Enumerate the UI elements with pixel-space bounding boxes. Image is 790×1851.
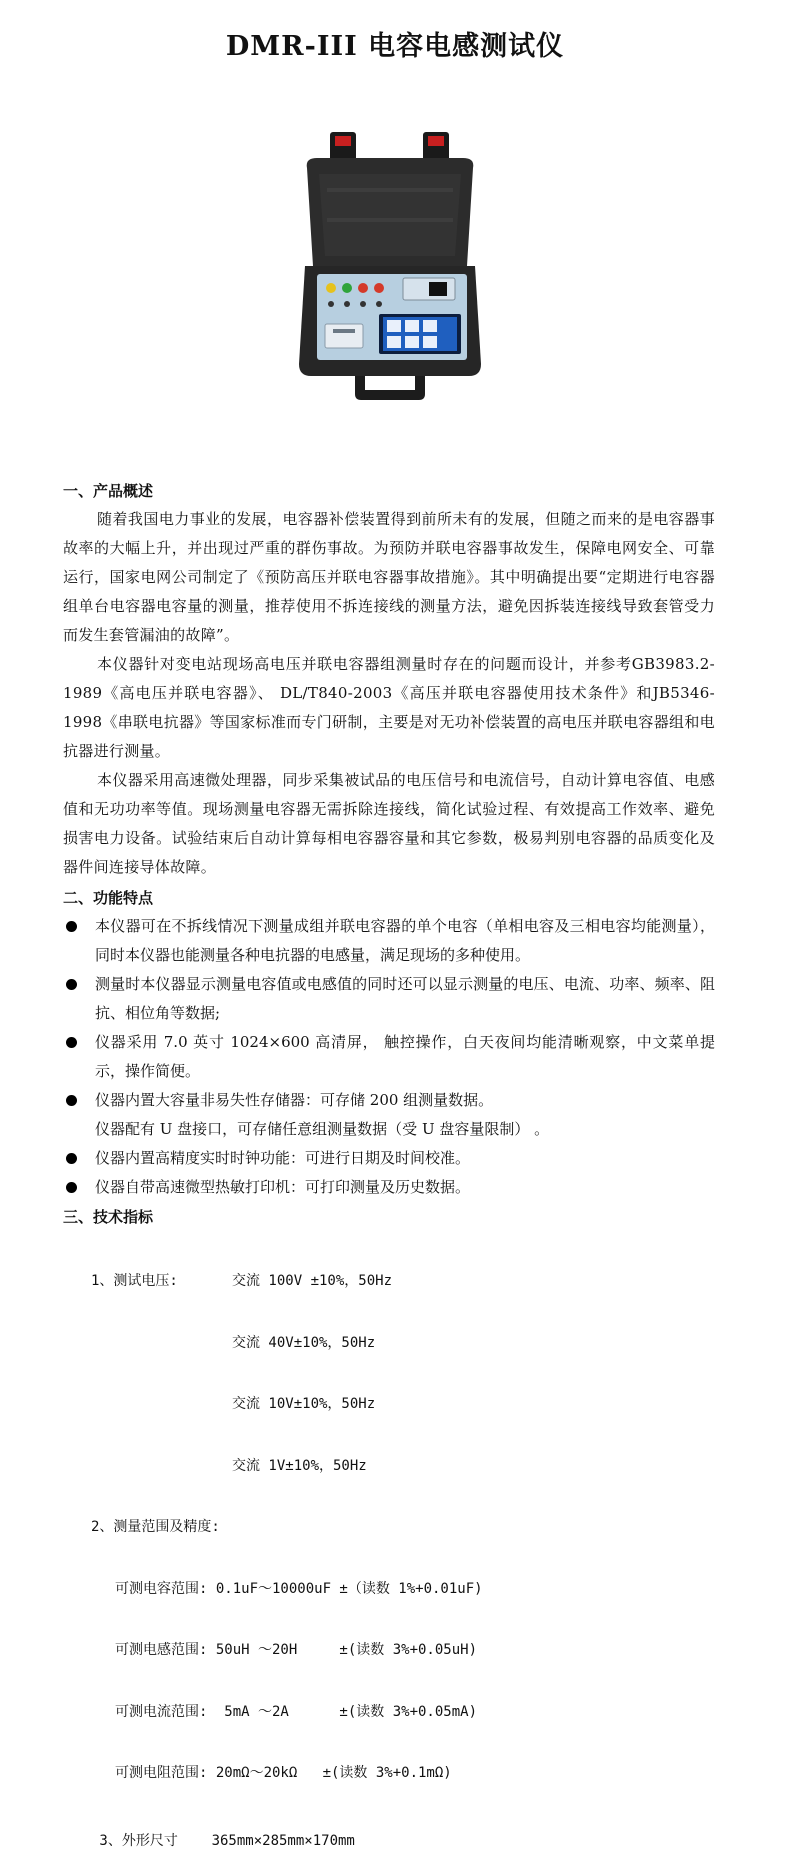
product-photo <box>295 128 485 408</box>
spec-value: 交流 40V±10%，50Hz <box>232 1333 375 1354</box>
document-body <box>63 478 715 1851</box>
overview-paragraph: 本仪器采用高速微处理器，同步采集被试品的电压信号和电流信号，自动计算电容值、电感值和无功功率等值。现场测量电容器无需拆除连接线，简化试验过程、有效提高工作效率、避免损害电力设备。试验结束后自动计算每相电容器容量和其它参数，极易判别电容器的品质变化及器件间连接导体故障。 <box>63 766 715 882</box>
feature-item: 测量时本仪器显示测量电容值或电感值的同时还可以显示测量的电压、电流、功率、频率、阻抗、相位角等数据; <box>63 970 715 1028</box>
spec-range-row: 可测电感范围: 50uH ～20H ±(读数 3%+0.05uH) <box>115 1640 715 1661</box>
overview-paragraph: 随着我国电力事业的发展，电容器补偿装置得到前所未有的发展，但随之而来的是电容器事故率的大幅上升，并出现过严重的群伤事故。为预防并联电容器事故发生，保障电网安全、可靠运行，国家电网公司制定了《预防高压并联电容器事故措施》。其中明确提出要“定期进行电容器组单台电容器电容量的测量，推荐使用不拆连接线的测量方法，避免因拆装连接线导致套管受力而发生套管漏油的故障”。 <box>63 505 715 650</box>
spec-value: 交流 100V ±10%，50Hz <box>232 1271 392 1292</box>
bullet-icon <box>66 921 77 932</box>
spec-value: 交流 10V±10%，50Hz <box>232 1394 375 1415</box>
feature-item: 仪器采用 7.0 英寸 1024×600 高清屏， 触控操作，白天夜间均能清晰观察，中文菜单提示，操作简便。 <box>63 1028 715 1086</box>
section-heading-features: 二、功能特点 <box>63 885 715 911</box>
page-title: DMR-III 电容电感测试仪 <box>0 24 790 63</box>
feature-item: 本仪器可在不拆线情况下测量成组并联电容器的单个电容（单相电容及三相电容均能测量），同时本仪器也能测量各种电抗器的电感量，满足现场的多种使用。 <box>63 912 715 970</box>
spec-test-voltage <box>91 1230 715 1517</box>
feature-item: 仪器内置大容量非易失性存储器：可存储 200 组测量数据。 <box>63 1086 715 1115</box>
spec-value: 交流 1V±10%，50Hz <box>232 1456 367 1477</box>
bullet-icon <box>66 1153 77 1164</box>
overview-paragraph: 本仪器针对变电站现场高电压并联电容器组测量时存在的问题而设计，并参考GB3983.2-1989《高电压并联电容器》、 DL/T840-2003《高压并联电容器使用技术条件》和JB5346-1998《串联电抗器》等国家标准而专门研制，主要是对无功补偿装置的高电压并联电容器组和电抗器进行测量。 <box>63 650 715 766</box>
feature-item: 仪器自带高速微型热敏打印机：可打印测量及历史数据。 <box>63 1173 715 1202</box>
spec-range-row: 可测电流范围: 5mA ～2A ±(读数 3%+0.05mA) <box>115 1702 715 1723</box>
section-heading-specs: 三、技术指标 <box>63 1204 715 1230</box>
spec-range-label: 2、测量范围及精度: <box>91 1517 715 1538</box>
bullet-icon <box>66 979 77 990</box>
spec-dimensions: 3、外形尺寸 365mm×285mm×170mm <box>91 1831 715 1851</box>
bullet-icon <box>66 1182 77 1193</box>
feature-item: 仪器内置高精度实时时钟功能：可进行日期及时间校准。 <box>63 1144 715 1173</box>
bullet-icon <box>66 1037 77 1048</box>
bullet-icon <box>66 1095 77 1106</box>
spec-range-row: 可测电阻范围: 20mΩ～20kΩ ±(读数 3%+0.1mΩ) <box>115 1763 715 1784</box>
feature-item: 仪器配有 U 盘接口，可存储任意组测量数据（受 U 盘容量限制） 。 <box>63 1115 715 1144</box>
spec-label: 1、测试电压: <box>91 1271 232 1292</box>
section-heading-overview: 一、产品概述 <box>63 478 715 504</box>
spec-range-row: 可测电容范围: 0.1uF～10000uF ±（读数 1%+0.01uF) <box>115 1579 715 1600</box>
spec-ranges <box>115 1538 715 1825</box>
